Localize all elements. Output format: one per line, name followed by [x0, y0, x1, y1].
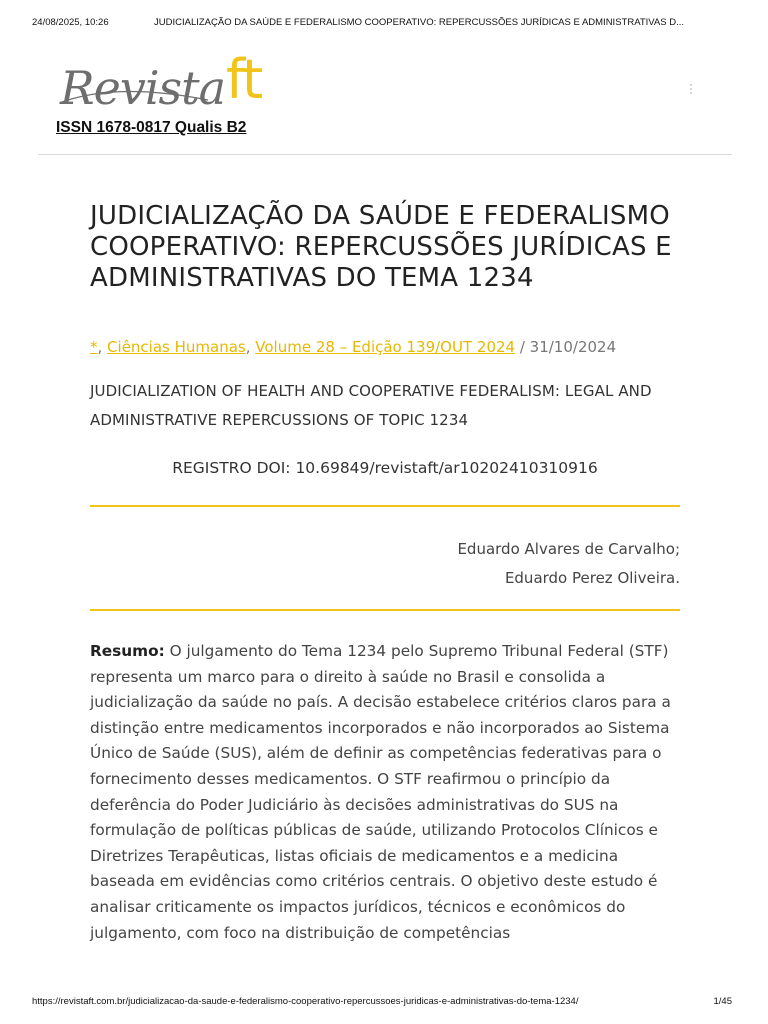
author-list	[90, 535, 680, 593]
revista-ft-logo-graphic	[58, 52, 298, 120]
menu-icon[interactable]	[690, 84, 694, 94]
page-number: 1/45	[713, 996, 732, 1007]
issn-link[interactable]: ISSN 1678-0817 Qualis B2	[56, 119, 247, 136]
english-title: JUDICIALIZATION OF HEALTH AND COOPERATIVE FEDERALISM: LEGAL AND ADMINISTRATIVE REPERCUSSIONS OF TOPIC 1234	[90, 382, 652, 429]
print-timestamp: 24/08/2025, 10:26	[32, 17, 109, 28]
print-document-title: JUDICIALIZAÇÃO DA SAÚDE E FEDERALISMO COOPERATIVO: REPERCUSSÕES JURÍDICAS E ADMINISTRATIVAS D...	[154, 17, 684, 28]
article-meta	[90, 338, 616, 356]
abstract-text: O julgamento do Tema 1234 pelo Supremo Tribunal Federal (STF) representa um marco para o direito à saúde no Brasil e consolida a judicialização da saúde no país. A decisão estabelece critérios claros para a distinção entre medicamentos incorporados e não incorporados ao Sistema Único de Saúde (SUS), além de definir as competências federativas para o fornecimento desses medicamentos. O STF reafirmou o princípio da deferência do Poder Judiciário às decisões administrativas do SUS na formulação de políticas públicas de saúde, utilizando Protocolos Clínicos e Diretrizes Terapêuticas, listas oficiais de medicamentos e a medicina baseada em evidências como critérios centrais. O objetivo deste estudo é analisar criticamente os impactos jurídicos, técnicos e econômicos do julgamento, com foco na distribuição de competências	[90, 642, 671, 942]
author-name: Eduardo Perez Oliveira.	[504, 569, 680, 587]
abstract	[90, 639, 682, 946]
abstract-label: Resumo:	[90, 642, 165, 660]
meta-separator: ,	[97, 338, 108, 356]
print-footer	[32, 996, 736, 1007]
edition-link[interactable]: Volume 28 – Edição 139/OUT 2024	[255, 338, 516, 356]
svg-text:Revista: Revista	[60, 61, 226, 115]
author-link[interactable]: *	[90, 338, 98, 356]
publish-date: / 31/10/2024	[515, 338, 617, 356]
article-title: JUDICIALIZAÇÃO DA SAÚDE E FEDERALISMO COOPERATIVO: REPERCUSSÕES JURÍDICAS E ADMINISTRATIVAS DO TEMA 1234	[90, 201, 672, 293]
svg-text:ft: ft	[226, 52, 262, 111]
meta-separator: ,	[245, 338, 256, 356]
site-logo[interactable]	[58, 52, 298, 120]
doi-registration: REGISTRO DOI: 10.69849/revistaft/ar10202410310916	[172, 459, 598, 477]
category-link[interactable]: Ciências Humanas	[107, 338, 246, 356]
print-header	[32, 17, 736, 33]
gold-divider-top	[90, 505, 680, 507]
gold-divider-bottom	[90, 609, 680, 611]
print-url: https://revistaft.com.br/judicializacao-da-saude-e-federalismo-cooperativo-repercussoes-juridicas-e-administrativas-do-tema-1234/	[32, 996, 579, 1007]
header-divider	[38, 154, 732, 155]
author-name: Eduardo Alvares de Carvalho;	[457, 540, 680, 558]
